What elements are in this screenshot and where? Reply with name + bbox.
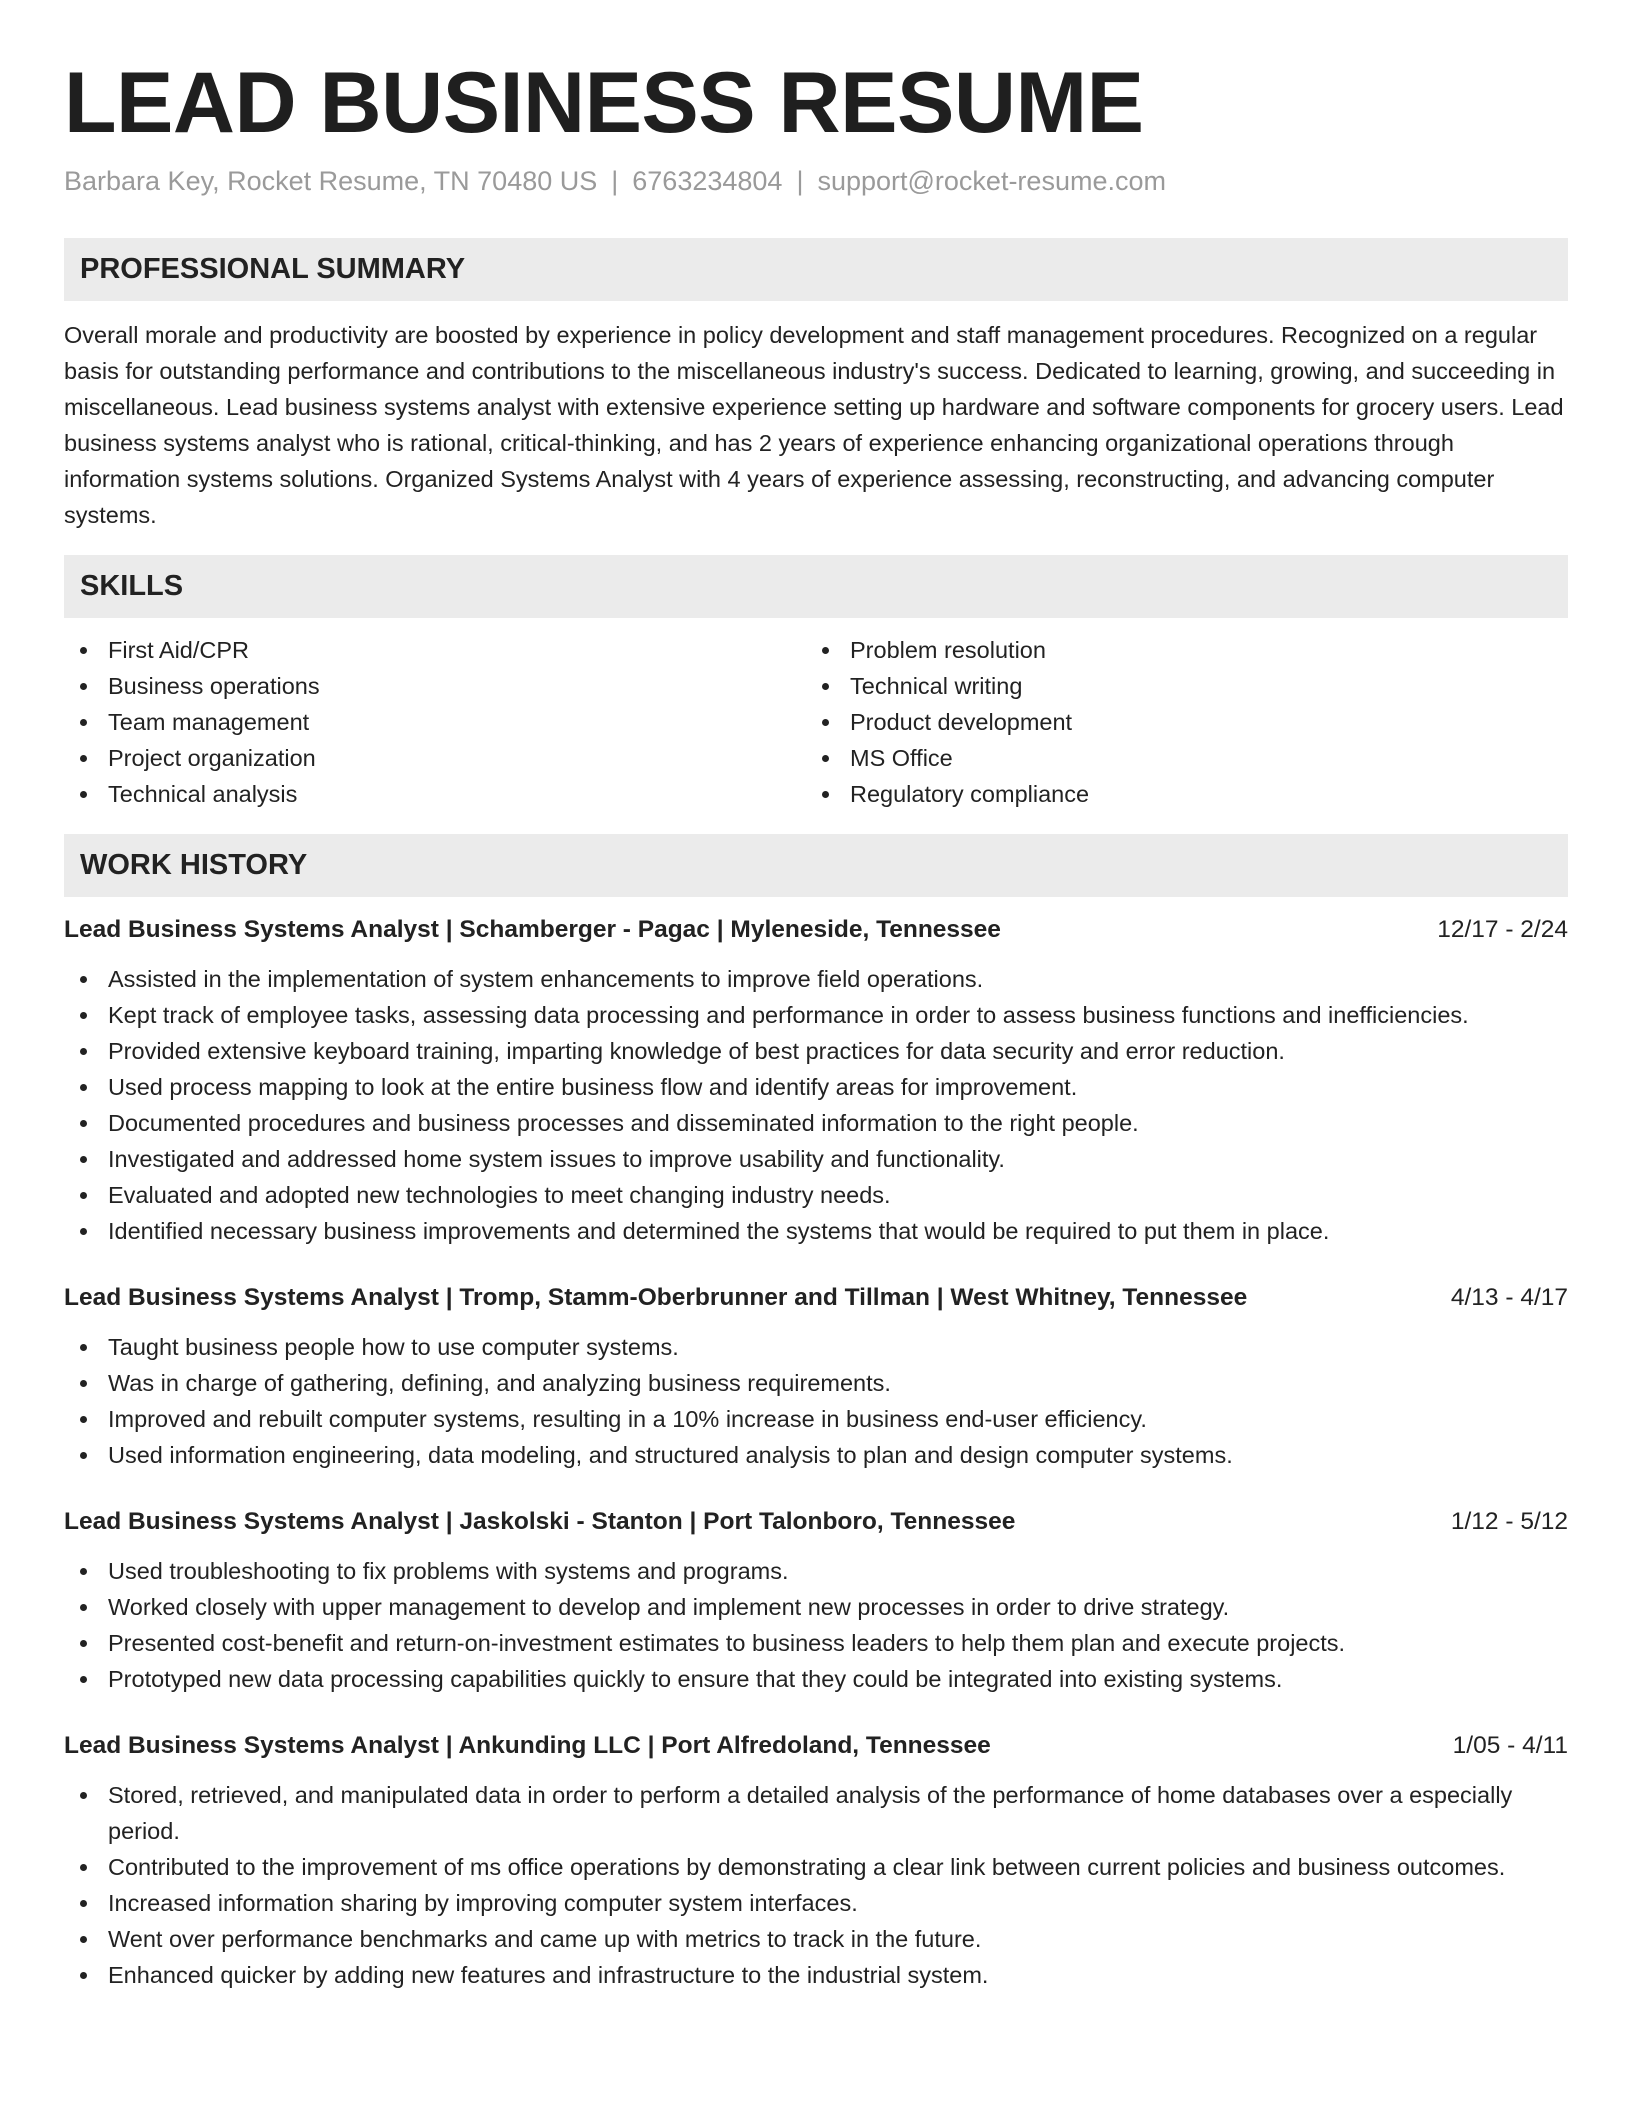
list-item: MS Office: [806, 740, 1548, 776]
job-header: [64, 913, 1568, 947]
job-bullets: [64, 1329, 1568, 1473]
job-header: [64, 1281, 1568, 1315]
summary-text: Overall morale and productivity are boosted by experience in policy development and staff management procedures. Recognized on a regular basis for outstanding performance and contributions to the miscellaneous industry's success. Dedicated to learning, growing, and succeeding in miscellaneous. Lead business systems analyst with extensive experience setting up hardware and software components for grocery users. Lead business systems analyst who is rational, critical-thinking, and has 2 years of experience enhancing organizational operations through information systems solutions. Organized Systems Analyst with 4 years of experience assessing, reconstructing, and advancing computer systems.: [64, 322, 1564, 528]
list-item: Provided extensive keyboard training, imparting knowledge of best practices for data security and error reduction.: [64, 1033, 1568, 1069]
resume-title: LEAD BUSINESS RESUME: [64, 55, 1144, 151]
list-item: Used process mapping to look at the entire business flow and identify areas for improvement.: [64, 1069, 1568, 1105]
list-item: Prototyped new data processing capabilities quickly to ensure that they could be integrated into existing systems.: [64, 1661, 1568, 1697]
job-dates: 1/05 - 4/11: [1452, 1732, 1568, 1759]
job-entry: [64, 1281, 1568, 1473]
list-item: Business operations: [64, 668, 806, 704]
list-item: Used information engineering, data modeling, and structured analysis to plan and design computer systems.: [64, 1437, 1568, 1473]
list-item: Went over performance benchmarks and came up with metrics to track in the future.: [64, 1921, 1568, 1957]
contact-email: support@rocket-resume.com: [817, 166, 1166, 196]
job-entry: [64, 1729, 1568, 1993]
work-history-list: [64, 913, 1568, 1993]
list-item: Was in charge of gathering, defining, and analyzing business requirements.: [64, 1365, 1568, 1401]
list-item: Improved and rebuilt computer systems, resulting in a 10% increase in business end-user efficiency.: [64, 1401, 1568, 1437]
job-header: [64, 1729, 1568, 1763]
resume-page: [64, 56, 1568, 2025]
job-bullets: [64, 1553, 1568, 1697]
list-item: Regulatory compliance: [806, 776, 1548, 812]
job-title: Lead Business Systems Analyst | Ankunding LLC | Port Alfredoland, Tennessee: [64, 1732, 991, 1759]
skills-heading: SKILLS: [64, 555, 1568, 618]
job-dates: 12/17 - 2/24: [1437, 916, 1568, 943]
list-item: Contributed to the improvement of ms office operations by demonstrating a clear link between current policies and business outcomes.: [64, 1849, 1568, 1885]
contact-address: Barbara Key, Rocket Resume, TN 70480 US: [64, 166, 598, 196]
job-entry: [64, 1505, 1568, 1697]
list-item: Increased information sharing by improving computer system interfaces.: [64, 1885, 1568, 1921]
job-bullets: [64, 1777, 1568, 1993]
skills-column-left: [64, 632, 806, 812]
list-item: Technical writing: [806, 668, 1548, 704]
skills-column-right: [806, 632, 1548, 812]
contact-separator: |: [796, 166, 804, 196]
contact-line: [64, 164, 1568, 198]
job-bullets: [64, 961, 1568, 1249]
list-item: First Aid/CPR: [64, 632, 806, 668]
skills-list: [64, 632, 1568, 812]
list-item: Project organization: [64, 740, 806, 776]
job-dates: 1/12 - 5/12: [1450, 1508, 1568, 1535]
list-item: Problem resolution: [806, 632, 1548, 668]
job-entry: [64, 913, 1568, 1249]
work-history-heading: WORK HISTORY: [64, 834, 1568, 897]
job-title: Lead Business Systems Analyst | Schamberger - Pagac | Myleneside, Tennessee: [64, 916, 1001, 943]
list-item: Taught business people how to use computer systems.: [64, 1329, 1568, 1365]
list-item: Stored, retrieved, and manipulated data in order to perform a detailed analysis of the performance of home databases over a especially period.: [64, 1777, 1568, 1849]
job-header: [64, 1505, 1568, 1539]
list-item: Kept track of employee tasks, assessing data processing and performance in order to assess business functions and inefficiencies.: [64, 997, 1568, 1033]
job-title: Lead Business Systems Analyst | Tromp, Stamm-Oberbrunner and Tillman | West Whitney, Tennessee: [64, 1284, 1248, 1311]
list-item: Identified necessary business improvements and determined the systems that would be required to put them in place.: [64, 1213, 1568, 1249]
list-item: Evaluated and adopted new technologies to meet changing industry needs.: [64, 1177, 1568, 1213]
job-dates: 4/13 - 4/17: [1450, 1284, 1568, 1311]
list-item: Assisted in the implementation of system enhancements to improve field operations.: [64, 961, 1568, 997]
list-item: Product development: [806, 704, 1548, 740]
list-item: Used troubleshooting to fix problems with systems and programs.: [64, 1553, 1568, 1589]
job-title: Lead Business Systems Analyst | Jaskolski - Stanton | Port Talonboro, Tennessee: [64, 1508, 1016, 1535]
list-item: Worked closely with upper management to develop and implement new processes in order to drive strategy.: [64, 1589, 1568, 1625]
contact-separator: |: [611, 166, 619, 196]
list-item: Enhanced quicker by adding new features and infrastructure to the industrial system.: [64, 1957, 1568, 1993]
list-item: Presented cost-benefit and return-on-investment estimates to business leaders to help them plan and execute projects.: [64, 1625, 1568, 1661]
contact-phone: 6763234804: [632, 166, 783, 196]
list-item: Team management: [64, 704, 806, 740]
list-item: Documented procedures and business processes and disseminated information to the right people.: [64, 1105, 1568, 1141]
summary-heading: PROFESSIONAL SUMMARY: [64, 238, 1568, 301]
list-item: Investigated and addressed home system issues to improve usability and functionality.: [64, 1141, 1568, 1177]
list-item: Technical analysis: [64, 776, 806, 812]
